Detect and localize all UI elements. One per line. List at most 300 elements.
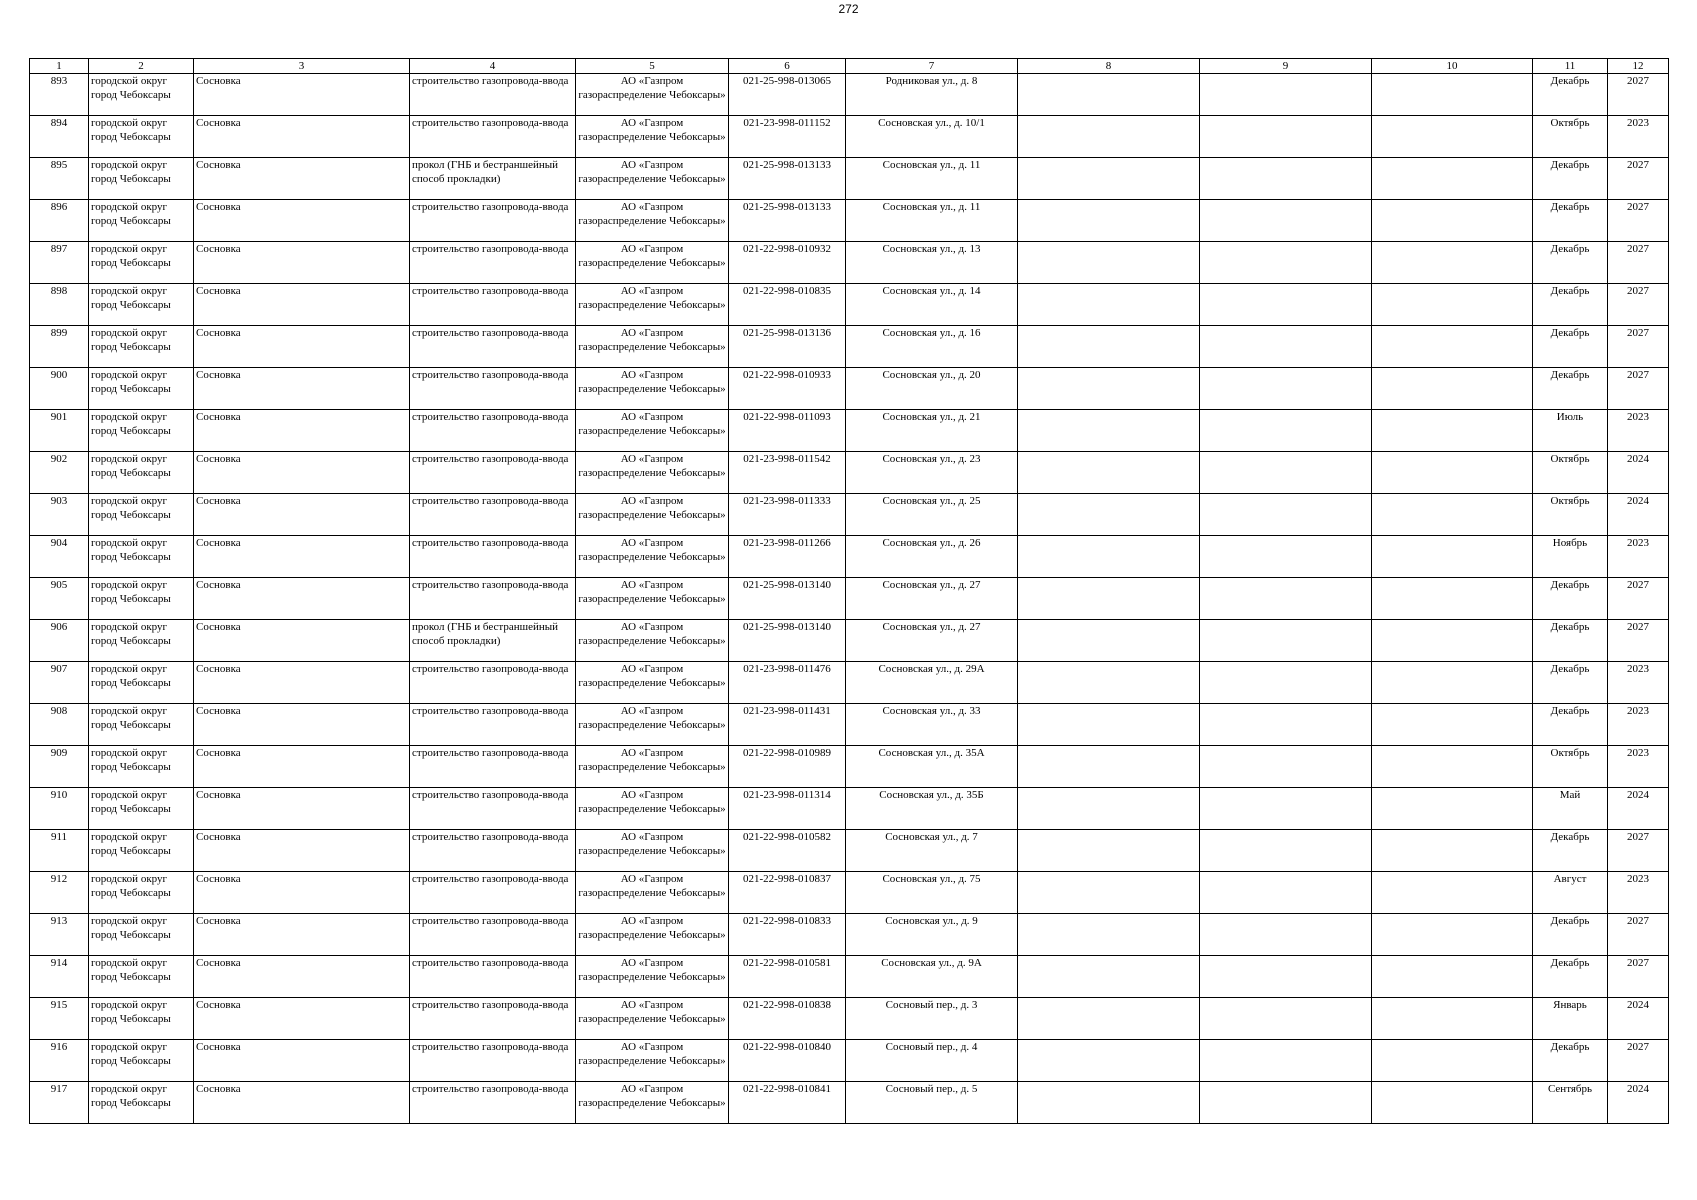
row-number: 916 (30, 1040, 89, 1082)
year-cell: 2027 (1608, 914, 1669, 956)
column-9-cell (1200, 494, 1372, 536)
column-8-cell (1018, 956, 1200, 998)
locality-cell: Сосновка (194, 494, 410, 536)
row-number: 915 (30, 998, 89, 1040)
organization-cell: АО «Газпром газораспределение Чебоксары» (576, 74, 729, 116)
work-type-cell: строительство газопровода-ввода (410, 914, 576, 956)
address-cell: Сосновская ул., д. 11 (846, 158, 1018, 200)
column-header: 6 (729, 59, 846, 74)
organization-cell: АО «Газпром газораспределение Чебоксары» (576, 620, 729, 662)
district-cell: городской округ город Чебоксары (89, 494, 194, 536)
month-cell: Декабрь (1533, 956, 1608, 998)
column-9-cell (1200, 872, 1372, 914)
column-8-cell (1018, 74, 1200, 116)
column-9-cell (1200, 578, 1372, 620)
column-8-cell (1018, 1082, 1200, 1124)
row-number: 895 (30, 158, 89, 200)
year-cell: 2023 (1608, 536, 1669, 578)
table-row (30, 1082, 1669, 1124)
organization-cell: АО «Газпром газораспределение Чебоксары» (576, 242, 729, 284)
table-row (30, 74, 1669, 116)
locality-cell: Сосновка (194, 998, 410, 1040)
district-cell: городской округ город Чебоксары (89, 410, 194, 452)
object-code-cell: 021-23-998-011314 (729, 788, 846, 830)
address-cell: Сосновская ул., д. 16 (846, 326, 1018, 368)
locality-cell: Сосновка (194, 872, 410, 914)
object-code-cell: 021-22-998-010989 (729, 746, 846, 788)
district-cell: городской округ город Чебоксары (89, 998, 194, 1040)
column-10-cell (1372, 452, 1533, 494)
table-row (30, 578, 1669, 620)
column-10-cell (1372, 956, 1533, 998)
locality-cell: Сосновка (194, 536, 410, 578)
column-9-cell (1200, 536, 1372, 578)
month-cell: Декабрь (1533, 158, 1608, 200)
organization-cell: АО «Газпром газораспределение Чебоксары» (576, 536, 729, 578)
column-8-cell (1018, 536, 1200, 578)
organization-cell: АО «Газпром газораспределение Чебоксары» (576, 578, 729, 620)
year-cell: 2027 (1608, 620, 1669, 662)
organization-cell: АО «Газпром газораспределение Чебоксары» (576, 368, 729, 410)
column-9-cell (1200, 1040, 1372, 1082)
district-cell: городской округ город Чебоксары (89, 158, 194, 200)
column-8-cell (1018, 578, 1200, 620)
column-9-cell (1200, 830, 1372, 872)
month-cell: Декабрь (1533, 74, 1608, 116)
locality-cell: Сосновка (194, 620, 410, 662)
year-cell: 2027 (1608, 242, 1669, 284)
district-cell: городской округ город Чебоксары (89, 1082, 194, 1124)
object-code-cell: 021-23-998-011476 (729, 662, 846, 704)
address-cell: Сосновская ул., д. 27 (846, 620, 1018, 662)
column-9-cell (1200, 704, 1372, 746)
work-type-cell: строительство газопровода-ввода (410, 494, 576, 536)
year-cell: 2027 (1608, 1040, 1669, 1082)
work-type-cell: строительство газопровода-ввода (410, 1082, 576, 1124)
address-cell: Сосновый пер., д. 3 (846, 998, 1018, 1040)
column-header: 5 (576, 59, 729, 74)
work-type-cell: строительство газопровода-ввода (410, 704, 576, 746)
locality-cell: Сосновка (194, 74, 410, 116)
district-cell: городской округ город Чебоксары (89, 956, 194, 998)
column-header: 3 (194, 59, 410, 74)
row-number: 908 (30, 704, 89, 746)
column-10-cell (1372, 662, 1533, 704)
column-8-cell (1018, 788, 1200, 830)
month-cell: Август (1533, 872, 1608, 914)
work-type-cell: строительство газопровода-ввода (410, 788, 576, 830)
object-code-cell: 021-22-998-010933 (729, 368, 846, 410)
year-cell: 2027 (1608, 326, 1669, 368)
table-row (30, 494, 1669, 536)
address-cell: Сосновская ул., д. 75 (846, 872, 1018, 914)
column-header: 1 (30, 59, 89, 74)
object-code-cell: 021-22-998-010833 (729, 914, 846, 956)
row-number: 894 (30, 116, 89, 158)
address-cell: Сосновская ул., д. 35Б (846, 788, 1018, 830)
table-row (30, 830, 1669, 872)
month-cell: Декабрь (1533, 830, 1608, 872)
address-cell: Сосновская ул., д. 26 (846, 536, 1018, 578)
table-row (30, 704, 1669, 746)
column-9-cell (1200, 746, 1372, 788)
month-cell: Декабрь (1533, 662, 1608, 704)
year-cell: 2027 (1608, 956, 1669, 998)
organization-cell: АО «Газпром газораспределение Чебоксары» (576, 662, 729, 704)
month-cell: Декабрь (1533, 914, 1608, 956)
object-code-cell: 021-22-998-010581 (729, 956, 846, 998)
district-cell: городской округ город Чебоксары (89, 620, 194, 662)
year-cell: 2024 (1608, 1082, 1669, 1124)
column-8-cell (1018, 494, 1200, 536)
column-9-cell (1200, 452, 1372, 494)
locality-cell: Сосновка (194, 284, 410, 326)
column-9-cell (1200, 788, 1372, 830)
month-cell: Октябрь (1533, 746, 1608, 788)
organization-cell: АО «Газпром газораспределение Чебоксары» (576, 788, 729, 830)
object-code-cell: 021-22-998-010837 (729, 872, 846, 914)
organization-cell: АО «Газпром газораспределение Чебоксары» (576, 326, 729, 368)
column-8-cell (1018, 914, 1200, 956)
table-row (30, 872, 1669, 914)
table-row (30, 410, 1669, 452)
object-code-cell: 021-25-998-013136 (729, 326, 846, 368)
table-row (30, 242, 1669, 284)
address-cell: Сосновый пер., д. 5 (846, 1082, 1018, 1124)
work-type-cell: строительство газопровода-ввода (410, 242, 576, 284)
row-number: 903 (30, 494, 89, 536)
district-cell: городской округ город Чебоксары (89, 704, 194, 746)
column-10-cell (1372, 536, 1533, 578)
month-cell: Октябрь (1533, 116, 1608, 158)
object-code-cell: 021-25-998-013065 (729, 74, 846, 116)
column-header: 9 (1200, 59, 1372, 74)
month-cell: Декабрь (1533, 704, 1608, 746)
organization-cell: АО «Газпром газораспределение Чебоксары» (576, 200, 729, 242)
column-9-cell (1200, 242, 1372, 284)
work-type-cell: строительство газопровода-ввода (410, 536, 576, 578)
column-9-cell (1200, 200, 1372, 242)
row-number: 897 (30, 242, 89, 284)
table-row (30, 326, 1669, 368)
district-cell: городской округ город Чебоксары (89, 746, 194, 788)
column-header: 4 (410, 59, 576, 74)
row-number: 900 (30, 368, 89, 410)
row-number: 904 (30, 536, 89, 578)
address-cell: Сосновская ул., д. 10/1 (846, 116, 1018, 158)
month-cell: Октябрь (1533, 494, 1608, 536)
month-cell: Декабрь (1533, 368, 1608, 410)
work-type-cell: строительство газопровода-ввода (410, 746, 576, 788)
column-10-cell (1372, 704, 1533, 746)
work-type-cell: строительство газопровода-ввода (410, 284, 576, 326)
year-cell: 2024 (1608, 452, 1669, 494)
locality-cell: Сосновка (194, 158, 410, 200)
column-10-cell (1372, 788, 1533, 830)
address-cell: Сосновская ул., д. 13 (846, 242, 1018, 284)
year-cell: 2024 (1608, 494, 1669, 536)
address-cell: Сосновская ул., д. 9А (846, 956, 1018, 998)
month-cell: Декабрь (1533, 1040, 1608, 1082)
column-10-cell (1372, 116, 1533, 158)
district-cell: городской округ город Чебоксары (89, 74, 194, 116)
district-cell: городской округ город Чебоксары (89, 284, 194, 326)
year-cell: 2023 (1608, 872, 1669, 914)
organization-cell: АО «Газпром газораспределение Чебоксары» (576, 998, 729, 1040)
work-type-cell: строительство газопровода-ввода (410, 452, 576, 494)
locality-cell: Сосновка (194, 578, 410, 620)
locality-cell: Сосновка (194, 200, 410, 242)
district-cell: городской округ город Чебоксары (89, 830, 194, 872)
district-cell: городской округ город Чебоксары (89, 452, 194, 494)
column-8-cell (1018, 746, 1200, 788)
organization-cell: АО «Газпром газораспределение Чебоксары» (576, 746, 729, 788)
column-8-cell (1018, 1040, 1200, 1082)
locality-cell: Сосновка (194, 830, 410, 872)
work-type-cell: строительство газопровода-ввода (410, 368, 576, 410)
column-9-cell (1200, 74, 1372, 116)
work-type-cell: строительство газопровода-ввода (410, 116, 576, 158)
column-8-cell (1018, 116, 1200, 158)
organization-cell: АО «Газпром газораспределение Чебоксары» (576, 494, 729, 536)
object-code-cell: 021-22-998-010582 (729, 830, 846, 872)
column-9-cell (1200, 956, 1372, 998)
object-code-cell: 021-22-998-010841 (729, 1082, 846, 1124)
row-number: 899 (30, 326, 89, 368)
column-10-cell (1372, 1082, 1533, 1124)
district-cell: городской округ город Чебоксары (89, 788, 194, 830)
row-number: 907 (30, 662, 89, 704)
district-cell: городской округ город Чебоксары (89, 116, 194, 158)
month-cell: Декабрь (1533, 284, 1608, 326)
row-number: 896 (30, 200, 89, 242)
organization-cell: АО «Газпром газораспределение Чебоксары» (576, 116, 729, 158)
table-row (30, 116, 1669, 158)
header-row (30, 59, 1669, 74)
column-8-cell (1018, 830, 1200, 872)
work-type-cell: строительство газопровода-ввода (410, 578, 576, 620)
month-cell: Декабрь (1533, 200, 1608, 242)
organization-cell: АО «Газпром газораспределение Чебоксары» (576, 158, 729, 200)
organization-cell: АО «Газпром газораспределение Чебоксары» (576, 1082, 729, 1124)
column-10-cell (1372, 494, 1533, 536)
work-type-cell: строительство газопровода-ввода (410, 662, 576, 704)
column-9-cell (1200, 662, 1372, 704)
row-number: 910 (30, 788, 89, 830)
column-header: 12 (1608, 59, 1669, 74)
column-9-cell (1200, 368, 1372, 410)
year-cell: 2027 (1608, 578, 1669, 620)
column-10-cell (1372, 578, 1533, 620)
column-9-cell (1200, 914, 1372, 956)
month-cell: Июль (1533, 410, 1608, 452)
work-type-cell: строительство газопровода-ввода (410, 1040, 576, 1082)
column-10-cell (1372, 746, 1533, 788)
organization-cell: АО «Газпром газораспределение Чебоксары» (576, 1040, 729, 1082)
row-number: 893 (30, 74, 89, 116)
month-cell: Ноябрь (1533, 536, 1608, 578)
year-cell: 2027 (1608, 368, 1669, 410)
table-row (30, 914, 1669, 956)
column-9-cell (1200, 116, 1372, 158)
locality-cell: Сосновка (194, 1040, 410, 1082)
column-8-cell (1018, 242, 1200, 284)
row-number: 901 (30, 410, 89, 452)
column-10-cell (1372, 998, 1533, 1040)
table-body (30, 74, 1669, 1124)
table-row (30, 662, 1669, 704)
year-cell: 2027 (1608, 158, 1669, 200)
table-row (30, 998, 1669, 1040)
row-number: 911 (30, 830, 89, 872)
column-8-cell (1018, 200, 1200, 242)
column-10-cell (1372, 1040, 1533, 1082)
column-8-cell (1018, 872, 1200, 914)
work-type-cell: строительство газопровода-ввода (410, 956, 576, 998)
row-number: 898 (30, 284, 89, 326)
column-10-cell (1372, 200, 1533, 242)
month-cell: Декабрь (1533, 242, 1608, 284)
district-cell: городской округ город Чебоксары (89, 662, 194, 704)
organization-cell: АО «Газпром газораспределение Чебоксары» (576, 872, 729, 914)
year-cell: 2023 (1608, 704, 1669, 746)
column-9-cell (1200, 326, 1372, 368)
column-9-cell (1200, 410, 1372, 452)
address-cell: Сосновская ул., д. 7 (846, 830, 1018, 872)
district-cell: городской округ город Чебоксары (89, 242, 194, 284)
column-header: 8 (1018, 59, 1200, 74)
locality-cell: Сосновка (194, 326, 410, 368)
locality-cell: Сосновка (194, 1082, 410, 1124)
month-cell: Сентябрь (1533, 1082, 1608, 1124)
object-code-cell: 021-22-998-010838 (729, 998, 846, 1040)
object-code-cell: 021-25-998-013140 (729, 578, 846, 620)
column-8-cell (1018, 662, 1200, 704)
address-cell: Сосновская ул., д. 33 (846, 704, 1018, 746)
locality-cell: Сосновка (194, 116, 410, 158)
object-code-cell: 021-23-998-011266 (729, 536, 846, 578)
row-number: 914 (30, 956, 89, 998)
column-10-cell (1372, 158, 1533, 200)
column-header: 2 (89, 59, 194, 74)
year-cell: 2023 (1608, 746, 1669, 788)
table-row (30, 620, 1669, 662)
column-8-cell (1018, 326, 1200, 368)
year-cell: 2027 (1608, 284, 1669, 326)
locality-cell: Сосновка (194, 914, 410, 956)
work-type-cell: строительство газопровода-ввода (410, 998, 576, 1040)
locality-cell: Сосновка (194, 956, 410, 998)
row-number: 902 (30, 452, 89, 494)
year-cell: 2027 (1608, 74, 1669, 116)
address-cell: Сосновый пер., д. 4 (846, 1040, 1018, 1082)
table-row (30, 956, 1669, 998)
table-row (30, 284, 1669, 326)
organization-cell: АО «Газпром газораспределение Чебоксары» (576, 830, 729, 872)
page-number: 272 (838, 2, 859, 16)
column-8-cell (1018, 998, 1200, 1040)
column-10-cell (1372, 914, 1533, 956)
table-row (30, 452, 1669, 494)
table-row (30, 1040, 1669, 1082)
object-code-cell: 021-23-998-011431 (729, 704, 846, 746)
locality-cell: Сосновка (194, 662, 410, 704)
organization-cell: АО «Газпром газораспределение Чебоксары» (576, 452, 729, 494)
column-8-cell (1018, 284, 1200, 326)
column-10-cell (1372, 368, 1533, 410)
district-cell: городской округ город Чебоксары (89, 578, 194, 620)
object-code-cell: 021-22-998-011093 (729, 410, 846, 452)
year-cell: 2027 (1608, 830, 1669, 872)
address-cell: Сосновская ул., д. 25 (846, 494, 1018, 536)
month-cell: Октябрь (1533, 452, 1608, 494)
work-type-cell: строительство газопровода-ввода (410, 326, 576, 368)
row-number: 913 (30, 914, 89, 956)
object-code-cell: 021-23-998-011542 (729, 452, 846, 494)
row-number: 906 (30, 620, 89, 662)
row-number: 917 (30, 1082, 89, 1124)
organization-cell: АО «Газпром газораспределение Чебоксары» (576, 704, 729, 746)
month-cell: Декабрь (1533, 578, 1608, 620)
work-type-cell: строительство газопровода-ввода (410, 74, 576, 116)
object-code-cell: 021-25-998-013133 (729, 200, 846, 242)
object-code-cell: 021-25-998-013140 (729, 620, 846, 662)
column-10-cell (1372, 620, 1533, 662)
object-code-cell: 021-22-998-010840 (729, 1040, 846, 1082)
locality-cell: Сосновка (194, 788, 410, 830)
table-row (30, 158, 1669, 200)
locality-cell: Сосновка (194, 704, 410, 746)
locality-cell: Сосновка (194, 452, 410, 494)
locality-cell: Сосновка (194, 242, 410, 284)
address-cell: Родниковая ул., д. 8 (846, 74, 1018, 116)
work-type-cell: строительство газопровода-ввода (410, 830, 576, 872)
object-code-cell: 021-22-998-010932 (729, 242, 846, 284)
column-10-cell (1372, 242, 1533, 284)
column-9-cell (1200, 998, 1372, 1040)
year-cell: 2024 (1608, 788, 1669, 830)
address-cell: Сосновская ул., д. 20 (846, 368, 1018, 410)
address-cell: Сосновская ул., д. 9 (846, 914, 1018, 956)
district-cell: городской округ город Чебоксары (89, 914, 194, 956)
column-9-cell (1200, 1082, 1372, 1124)
district-cell: городской округ город Чебоксары (89, 368, 194, 410)
year-cell: 2027 (1608, 200, 1669, 242)
month-cell: Май (1533, 788, 1608, 830)
object-code-cell: 021-22-998-010835 (729, 284, 846, 326)
table-row (30, 368, 1669, 410)
locality-cell: Сосновка (194, 410, 410, 452)
column-8-cell (1018, 158, 1200, 200)
month-cell: Декабрь (1533, 620, 1608, 662)
table-row (30, 536, 1669, 578)
column-9-cell (1200, 158, 1372, 200)
column-10-cell (1372, 74, 1533, 116)
district-cell: городской округ город Чебоксары (89, 1040, 194, 1082)
month-cell: Январь (1533, 998, 1608, 1040)
address-cell: Сосновская ул., д. 14 (846, 284, 1018, 326)
year-cell: 2023 (1608, 116, 1669, 158)
column-10-cell (1372, 410, 1533, 452)
row-number: 909 (30, 746, 89, 788)
year-cell: 2023 (1608, 410, 1669, 452)
district-cell: городской округ город Чебоксары (89, 536, 194, 578)
organization-cell: АО «Газпром газораспределение Чебоксары» (576, 914, 729, 956)
column-header: 11 (1533, 59, 1608, 74)
object-code-cell: 021-23-998-011152 (729, 116, 846, 158)
column-9-cell (1200, 284, 1372, 326)
column-8-cell (1018, 368, 1200, 410)
